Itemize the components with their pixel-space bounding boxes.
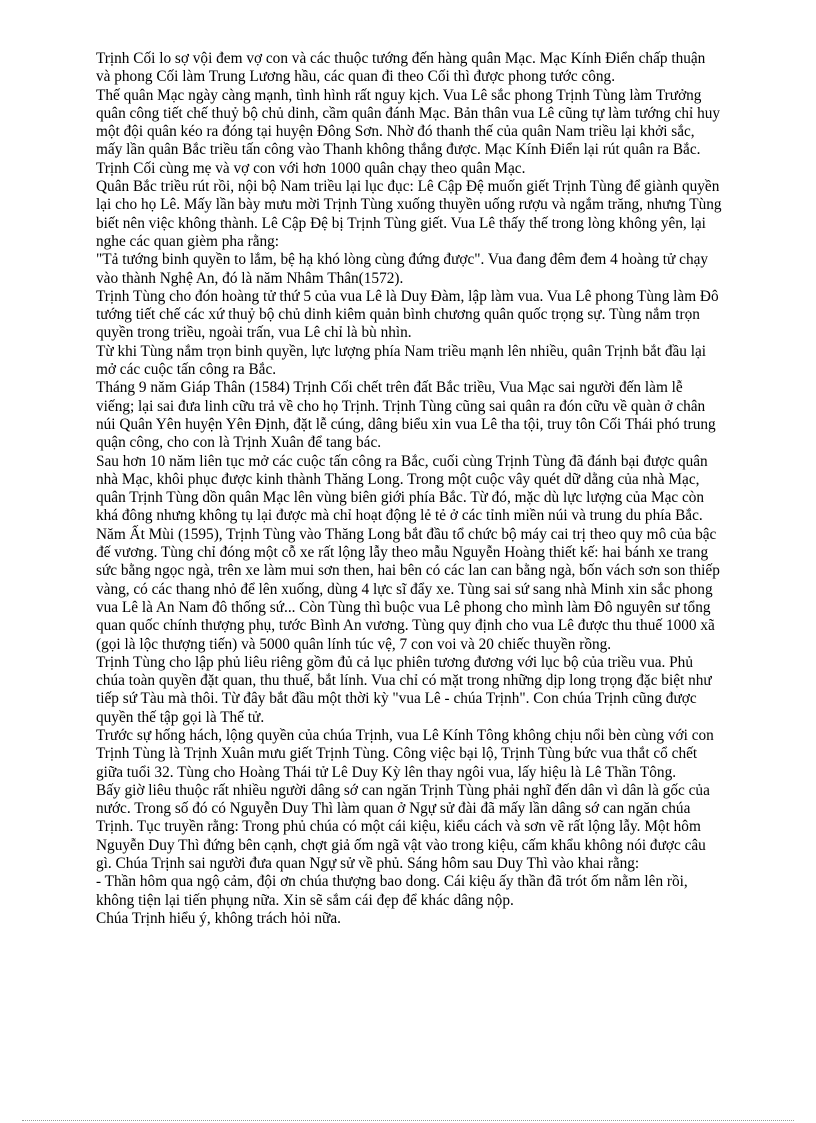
paragraph-4: "Tả tướng binh quyền to lắm, bệ hạ khó lòng cùng đứng được". Vua đang đêm đem 4 hoàng tử chạy vào thành Nghệ An, đó là năm Nhâm Thân(1572). bbox=[96, 251, 709, 287]
document-body bbox=[96, 50, 722, 928]
page-bottom-dotted-rule bbox=[22, 1120, 794, 1121]
paragraph-12: Bấy giờ liêu thuộc rất nhiều người dâng sớ can ngăn Trịnh Tùng phải nghĩ đến dân vì dân là gốc của nước. Trong số đó có Nguyễn Duy Thì làm quan ở Ngự sử đài đã mấy lần dâng sớ can ngăn chúa Trịnh. Tục truyền rằng: Trong phủ chúa có một cái kiệu, kiểu cách và sơn vẽ rất lộng lẫy. Một hôm Nguyễn Duy Thì đứng bên cạnh, chợt giả ốm ngã vật vào trong kiệu, cấm khẩu không nói được câu gì. Chúa Trịnh sai người đưa quan Ngự sử về phủ. Sáng hôm sau Duy Thì vào khai rằng: bbox=[96, 781, 710, 873]
paragraph-11: Trước sự hống hách, lộng quyền của chúa Trịnh, vua Lê Kính Tông không chịu nổi bèn cùng với con Trịnh Tùng là Trịnh Xuân mưu giết Trịnh Tùng. Công việc bại lộ, Trịnh Tùng bức vua thắt cổ chết giữa tuổi 32. Tùng cho Hoàng Thái tử Lê Duy Kỳ lên thay ngôi vua, lấy hiệu là Lê Thần Tông. bbox=[96, 726, 714, 781]
paragraph-13: - Thần hôm qua ngộ cảm, đội ơn chúa thượng bao dong. Cái kiệu ấy thần đã trót ốm nằm lên rồi, không tiện lại tiến phụng nữa. Xin sẽ sắm cái đẹp để khác dâng nộp. bbox=[96, 873, 688, 909]
paragraph-6: Từ khi Tùng nắm trọn binh quyền, lực lượng phía Nam triều mạnh lên nhiều, quân Trịnh bắt đầu lại mở các cuộc tấn công ra Bắc. bbox=[96, 342, 707, 379]
paragraph-10: Trịnh Tùng cho lập phủ liêu riêng gồm đủ cả lục phiên tương đương với lục bộ của triều vua. Phủ chúa toàn quyền đặt quan, thu thuế, bắt lính. Vua chỉ có mặt trong những dịp long trọng đặc biệt như tiếp sứ Tàu mà thôi. Từ đây bắt đầu một thời kỳ "vua Lê - chúa Trịnh". Con chúa Trịnh cũng được quyền thế tập gọi là Thế tử. bbox=[96, 653, 712, 726]
paragraph-2: Thế quân Mạc ngày càng mạnh, tình hình rất nguy kịch. Vua Lê sắc phong Trịnh Tùng làm Trưởng quân công tiết chế thuỷ bộ chủ dinh, cầm quân đánh Mạc. Bản thân vua Lê cũng tự làm tướng chỉ huy một đội quân kéo ra đóng tại huyện Đông Sơn. Nhờ đó thanh thế của quân Nam triều lại khởi sắc, mấy lần quân Bắc triều tấn công vào Thanh không thắng được. Mạc Kính Điển lại rút quân ra Bắc. Trịnh Cối cùng mẹ và vợ con với hơn 1000 quân chạy theo quân Mạc. bbox=[96, 86, 721, 177]
paragraph-7: Tháng 9 năm Giáp Thân (1584) Trịnh Cối chết trên đất Bắc triều, Vua Mạc sai người đến làm lễ viếng; lại sai đưa linh cữu trả về cho họ Trịnh. Trịnh Tùng cũng sai quân ra đón cữu về quàn ở chân núi Quân Yên huyện Yên Định, đặt lễ cúng, dâng biểu xin vua Lê tha tội, truy tôn Cối Thái phó trung quận công, cho con là Trịnh Xuân để tang bác. bbox=[96, 379, 716, 452]
paragraph-8: Sau hơn 10 năm liên tục mở các cuộc tấn công ra Bắc, cuối cùng Trịnh Tùng đã đánh bại được quân nhà Mạc, khôi phục được kinh thành Thăng Long. Trong một cuộc vây quét dữ dằng của nhà Mạc, quân Trịnh Tùng dồn quân Mạc lên vùng biên giới phía Bắc. Từ đó, mặc dù lực lượng của Mạc còn khá đông nhưng không tụ lại được mà chỉ hoạt động lẻ tẻ ở các tỉnh miền núi và trung du phía Bắc. bbox=[96, 452, 708, 525]
paragraph-3: Quân Bắc triều rút rồi, nội bộ Nam triều lại lục đục: Lê Cập Đệ muốn giết Trịnh Tùng để giành quyền lại cho họ Lê. Mấy lần bày mưu mời Trịnh Tùng xuống thuyền uống rượu và ngắm trăng, nhưng Tùng biết nên việc không thành. Lê Cập Đệ bị Trịnh Tùng giết. Vua Lê thấy thế trong lòng không yên, lại nghe các quan gièm pha rằng: bbox=[96, 178, 722, 250]
paragraph-14: Chúa Trịnh hiểu ý, không trách hỏi nữa. bbox=[96, 909, 341, 927]
paragraph-9: Năm Ất Mùi (1595), Trịnh Tùng vào Thăng Long bắt đầu tổ chức bộ máy cai trị theo quy mô của bậc đế vương. Tùng chỉ đóng một cỗ xe rất lộng lẫy theo mẫu Nguyễn Hoàng thiết kế: hai bánh xe trang sức bằng ngọc ngà, trên xe làm mui sơn then, hai bên có các lan can bằng ngà, bốn vách sơn son thiếp vàng, có các thang nhỏ để lên xuống, dùng 4 lực sĩ đẩy xe. Tùng sai sứ sang nhà Minh xin sắc phong vua Lê là An Nam đô thống sứ... Còn Tùng thì buộc vua Lê phong cho mình làm Đô nguyên sư tổng quan quốc chính thượng phụ, tước Bình An vương. Tùng quy định cho vua Lê được thu thuế 1000 xã (gọi là lộc thượng tiến) và 5000 quân lính túc vệ, 7 con voi và 20 chiếc thuyền rồng. bbox=[96, 525, 720, 653]
paragraph-1: Trịnh Cối lo sợ vội đem vợ con và các thuộc tướng đến hàng quân Mạc. Mạc Kính Điển chấp thuận và phong Cối làm Trung Lương hầu, các quan đi theo Cối thì được phong tước công. bbox=[96, 50, 706, 86]
paragraph-5: Trịnh Tùng cho đón hoàng tử thứ 5 của vua Lê là Duy Đàm, lập làm vua. Vua Lê phong Tùng làm Đô tướng tiết chế các xứ thuỷ bộ chủ dinh kiêm quản bình chương quân quốc trọng sự. Tùng nắm trọn quyền trong triều, ngoài trấn, vua Lê chỉ là bù nhìn. bbox=[96, 287, 719, 342]
